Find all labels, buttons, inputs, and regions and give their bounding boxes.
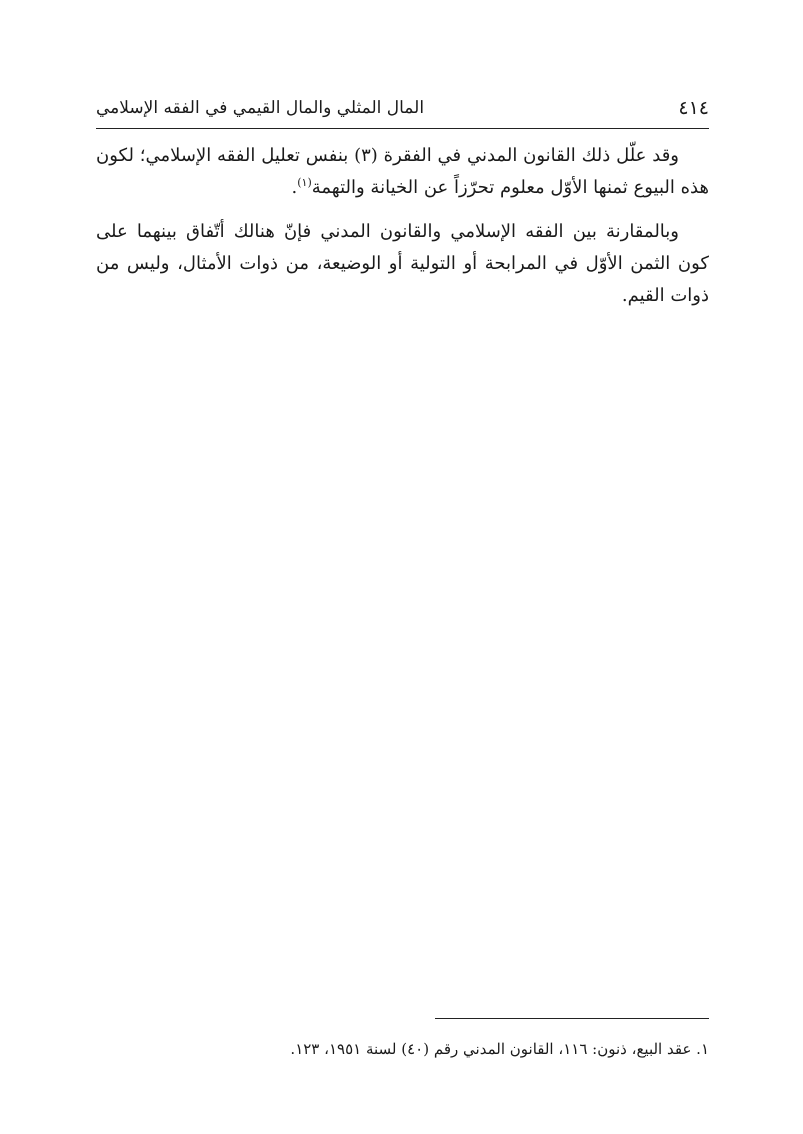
page-number: ٤١٤ [678,97,709,119]
paragraph-1 [96,140,709,204]
page-header [96,92,709,128]
footnote-rule [435,1018,709,1019]
body-text [96,140,709,324]
paragraph-2 [96,216,709,312]
paragraph-1-text: وقد علّل ذلك القانون المدني في الفقرة (٣) بنفس تعليل الفقه الإسلامي؛ لكون هذه البيوع ثمنها الأوّل معلوم تحرّزاً عن الخيانة والتهمة [96,145,709,198]
footnote-1: ١. عقد البيع، ذنون: ١١٦، القانون المدني رقم (٤٠) لسنة ١٩٥١، ١٢٣. [290,1040,709,1058]
running-title: المال المثلي والمال القيمي في الفقه الإسلامي [96,98,425,118]
paragraph-2-text: وبالمقارنة بين الفقه الإسلامي والقانون المدني فإنّ هنالك أتّفاق بينهما على كون الثمن الأوّل في المرابحة أو التولية أو الوضيعة، من ذوات الأمثال، وليس من ذوات القيم. [96,221,709,306]
paragraph-1-end: . [291,177,298,198]
header-rule [96,128,709,129]
footnote-reference[interactable]: (١) [297,176,312,189]
